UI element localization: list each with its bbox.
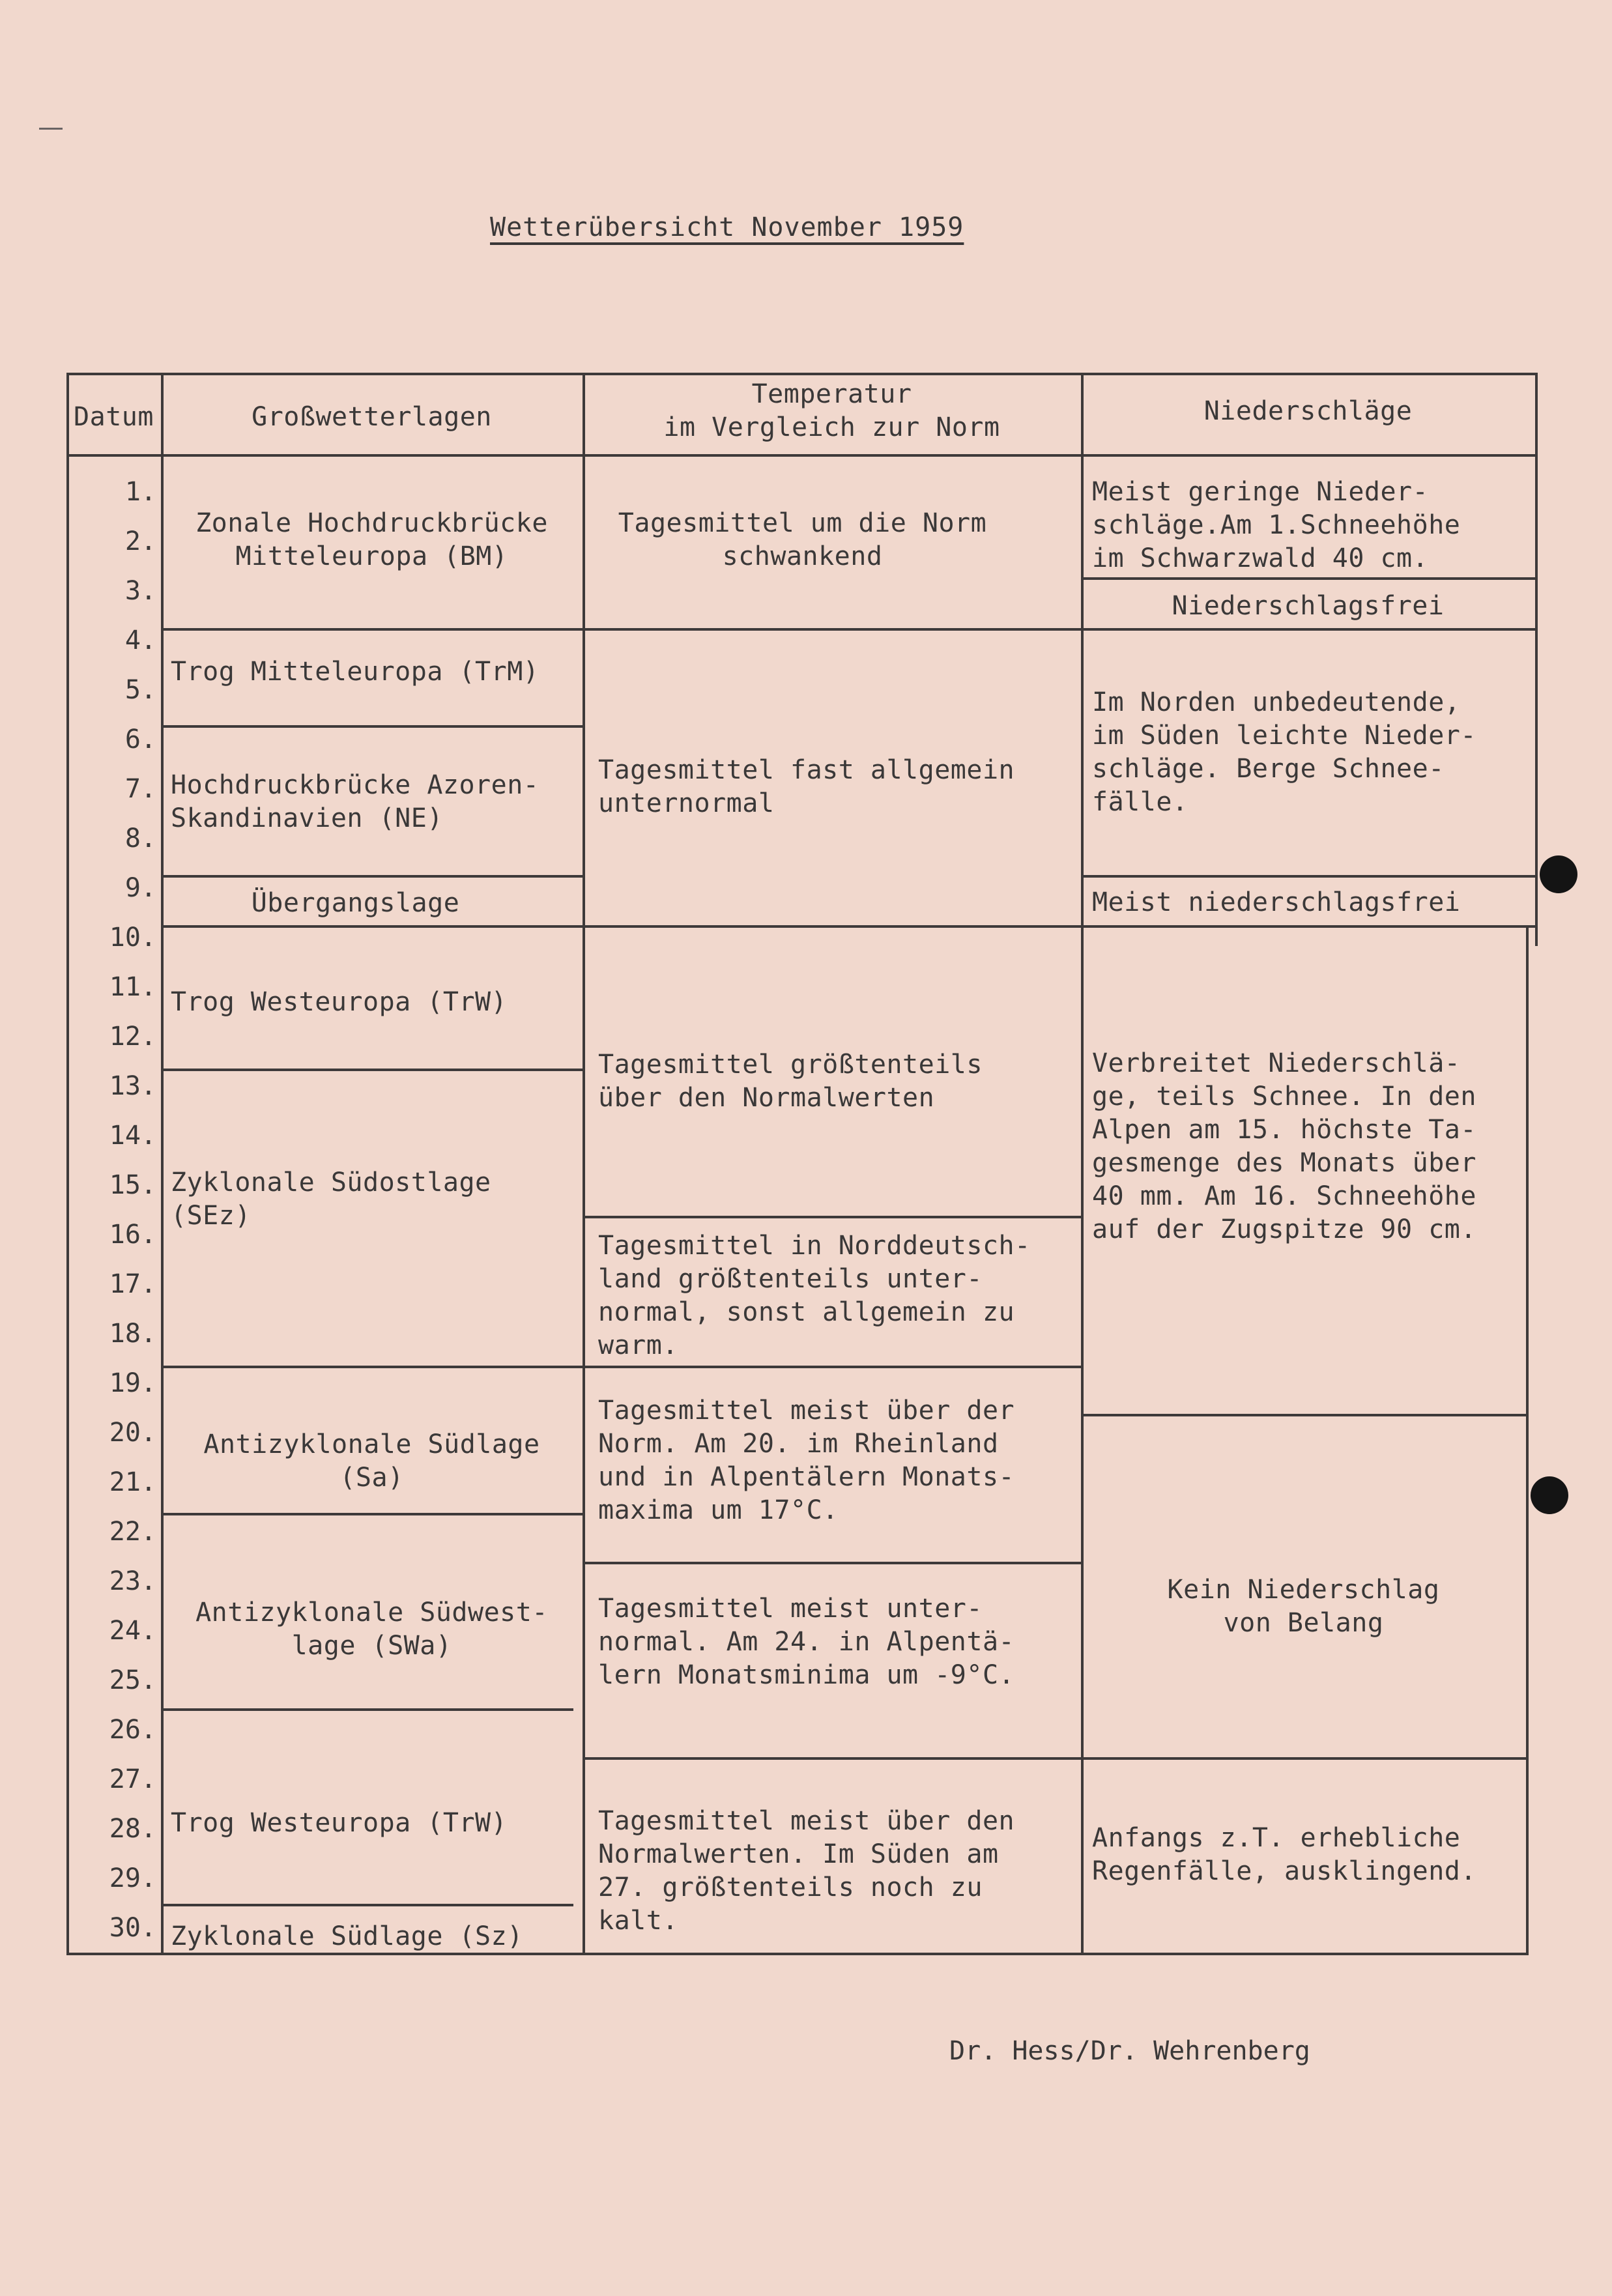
- niederschlag-cell: Niederschlagsfrei: [1172, 591, 1445, 621]
- day-number: 20.: [109, 1418, 156, 1448]
- wetterlage-cell: Trog Mitteleuropa (TrM): [171, 657, 540, 687]
- niederschlag-cell: Anfangs z.T. erhebliche Regenfälle, ausklingend.: [1092, 1823, 1476, 1886]
- niederschlag-cell: Verbreitet Niederschlä- ge, teils Schnee. In den Alpen am 15. höchste Ta- gesmenge des Monats über 40 mm. Am 16. Schneehöhe auf der Zugspitze 90 cm.: [1092, 1048, 1476, 1244]
- header-grosswetterlagen: Großwetterlagen: [252, 402, 492, 432]
- day-number: 19.: [109, 1368, 156, 1398]
- table-rule: [583, 1757, 1081, 1760]
- temperatur-cell: Tagesmittel größtenteils über den Normalwerten: [598, 1050, 983, 1113]
- day-number: 1.: [124, 477, 156, 507]
- day-number: 5.: [124, 675, 156, 705]
- header-datum: Datum: [74, 402, 154, 432]
- niederschlag-cell: Kein Niederschlag von Belang: [1167, 1575, 1440, 1638]
- header-niederschlaege: Niederschläge: [1203, 396, 1413, 426]
- header-temperatur: Temperatur im Vergleich zur Norm: [663, 379, 1000, 442]
- wetterlage-cell: Zyklonale Südlage (Sz): [171, 1921, 523, 1951]
- table-rule: [1081, 577, 1535, 580]
- wetterlage-cell: Trog Westeuropa (TrW): [171, 987, 508, 1017]
- day-number: 3.: [124, 576, 156, 606]
- table-rule: [583, 628, 1081, 631]
- day-number: 24.: [109, 1616, 156, 1646]
- table-rule: [161, 628, 583, 631]
- day-number: 4.: [124, 625, 156, 655]
- wetterlage-cell: Antizyklonale Südlage (Sa): [203, 1429, 540, 1493]
- table-rule: [583, 373, 585, 1955]
- day-number: 13.: [109, 1071, 156, 1101]
- table-rule: [66, 373, 1538, 375]
- page-title: Wetterübersicht November 1959: [490, 212, 964, 242]
- temperatur-cell: Tagesmittel meist über der Norm. Am 20. im Rheinland und in Alpentälern Monats- maxima um 17°C.: [598, 1396, 1015, 1525]
- day-number: 18.: [109, 1319, 156, 1349]
- table-rule: [583, 925, 1081, 928]
- table-rule: [1526, 925, 1529, 1955]
- table-rule: [1535, 373, 1538, 946]
- day-number: 16.: [109, 1220, 156, 1250]
- day-number: 17.: [109, 1269, 156, 1299]
- day-number: 21.: [109, 1467, 156, 1497]
- table-rule: [161, 925, 583, 928]
- punch-hole: [1540, 855, 1577, 893]
- day-number: 15.: [109, 1170, 156, 1200]
- day-number: 14.: [109, 1121, 156, 1151]
- day-number: 25.: [109, 1665, 156, 1695]
- table-rule: [161, 1366, 583, 1368]
- temperatur-cell: Tagesmittel in Norddeutsch- land größtenteils unter- normal, sonst allgemein zu warm.: [598, 1231, 1031, 1360]
- temperatur-cell: Tagesmittel meist über den Normalwerten. Im Süden am 27. größtenteils noch zu kalt.: [598, 1806, 1015, 1936]
- table-rule: [161, 373, 164, 1955]
- day-number: 6.: [124, 725, 156, 754]
- wetterlage-cell: Zyklonale Südostlage (SEz): [171, 1168, 491, 1231]
- niederschlag-cell: Meist niederschlagsfrei: [1092, 887, 1461, 917]
- wetterlage-cell: Zonale Hochdruckbrücke Mitteleuropa (BM): [195, 508, 548, 571]
- table-rule: [1081, 875, 1535, 878]
- day-number: 7.: [124, 774, 156, 804]
- day-number: 8.: [124, 824, 156, 854]
- table-rule: [161, 875, 583, 878]
- day-number: 30.: [109, 1913, 156, 1943]
- day-number: 11.: [109, 972, 156, 1002]
- day-number: 22.: [109, 1517, 156, 1547]
- table-rule: [66, 454, 1538, 457]
- day-number: 26.: [109, 1715, 156, 1745]
- table-rule: [583, 1366, 1081, 1368]
- table-rule: [1081, 925, 1535, 928]
- table-rule: [1081, 1757, 1526, 1760]
- margin-mark: [39, 128, 63, 130]
- table-rule: [66, 373, 69, 1955]
- table-rule: [161, 1708, 573, 1711]
- niederschlag-cell: Meist geringe Nieder- schläge.Am 1.Schneehöhe im Schwarzwald 40 cm.: [1092, 477, 1461, 573]
- table-rule: [161, 1513, 583, 1515]
- niederschlag-cell: Im Norden unbedeutende, im Süden leichte Nieder- schläge. Berge Schnee- fälle.: [1092, 687, 1476, 817]
- wetterlage-cell: Übergangslage: [251, 888, 460, 918]
- day-number: 27.: [109, 1764, 156, 1794]
- table-rule: [583, 1562, 1081, 1564]
- wetterlage-cell: Hochdruckbrücke Azoren- Skandinavien (NE): [171, 770, 540, 833]
- day-number: 9.: [124, 873, 156, 903]
- table-rule: [161, 1069, 583, 1071]
- table-rule: [583, 1216, 1081, 1218]
- day-number: 12.: [109, 1022, 156, 1052]
- wetterlage-cell: Trog Westeuropa (TrW): [171, 1808, 508, 1838]
- punch-hole: [1531, 1476, 1568, 1514]
- temperatur-cell: Tagesmittel meist unter- normal. Am 24. in Alpentä- lern Monatsminima um -9°C.: [598, 1594, 1015, 1690]
- day-number: 29.: [109, 1863, 156, 1893]
- table-rule: [161, 725, 583, 728]
- temperatur-cell: Tagesmittel fast allgemein unternormal: [598, 755, 1015, 818]
- day-number: 23.: [109, 1566, 156, 1596]
- signature: Dr. Hess/Dr. Wehrenberg: [949, 2036, 1310, 2066]
- table-rule: [1081, 1414, 1526, 1416]
- day-number: 28.: [109, 1814, 156, 1844]
- wetterlage-cell: Antizyklonale Südwest- lage (SWa): [195, 1598, 548, 1661]
- day-number: 2.: [124, 526, 156, 556]
- temperatur-cell: Tagesmittel um die Norm schwankend: [618, 508, 987, 571]
- table-rule: [161, 1904, 573, 1906]
- day-number: 10.: [109, 923, 156, 953]
- table-rule: [1081, 628, 1535, 631]
